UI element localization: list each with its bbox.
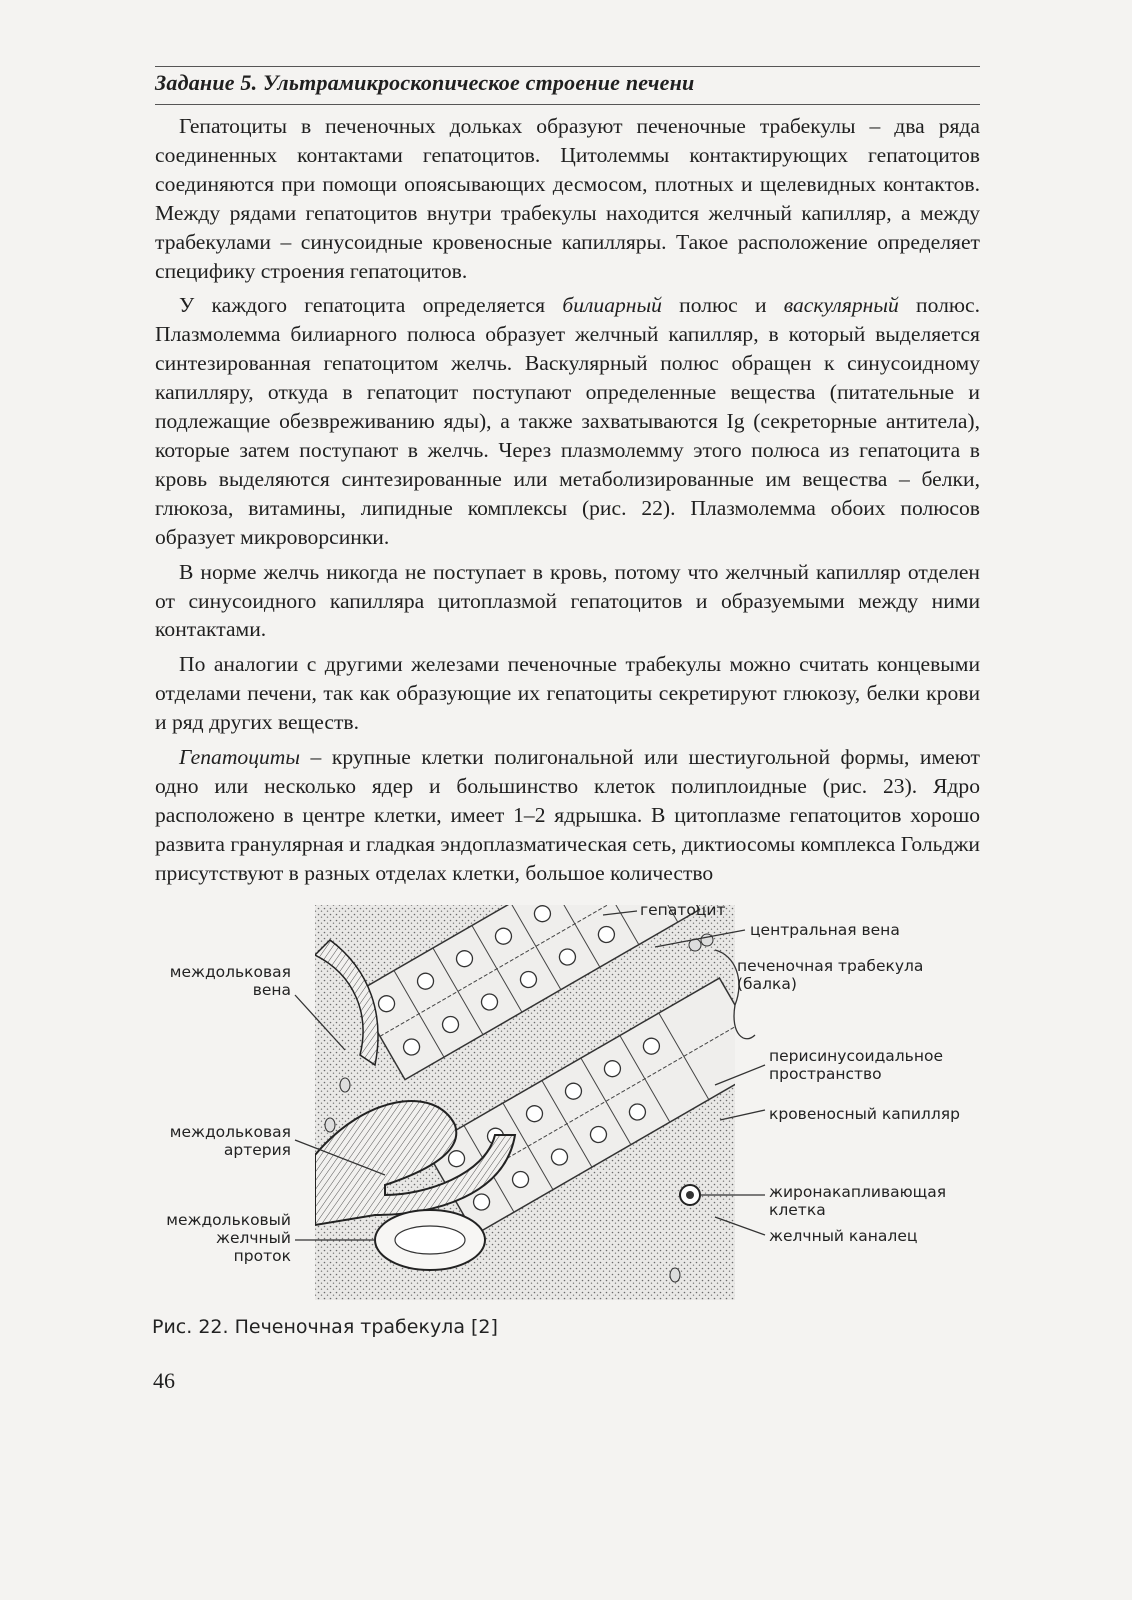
- page-number: 46: [153, 1368, 175, 1393]
- label-hepatocyte: гепатоцит: [640, 901, 726, 919]
- paragraph-5: Гепатоциты – крупные клетки полигональной или шестиугольной формы, имеют одно или несколько ядер и большинство клеток полиплоидные (рис. 23). Ядро расположено в центре клетки, имеет 1–2 ядрышка. В цитоплазме гепатоцитов хорошо развита гранулярная и гладкая эндоплазматическая сеть, диктиосомы комплекса Гольджи присутствуют в разных отделах клетки, большое количество: [155, 745, 980, 885]
- figure-liver-trabecula: [155, 895, 980, 1305]
- label-trabecula: печеночная трабекула (балка): [737, 957, 924, 993]
- label-interlobular-artery: междольковая артерия: [169, 1123, 291, 1159]
- label-bile-canaliculus: желчный каналец: [769, 1227, 918, 1245]
- label-interlobular-vein: междольковая вена: [169, 963, 291, 999]
- label-perisinusoidal-space: перисинусоидальное пространство: [769, 1047, 943, 1083]
- paragraph-4: По аналогии с другими железами печеночные трабекулы можно считать концевыми отделами печени, так как образующие их гепатоциты секретируют глюкозу, белки крови и ряд других веществ.: [155, 652, 980, 735]
- header-rule-top: [155, 66, 980, 67]
- label-interlobular-bile-duct: междольковый желчный проток: [166, 1211, 291, 1265]
- label-fat-storing-cell: жиронакапливающая клетка: [769, 1183, 947, 1219]
- label-blood-capillary: кровеносный капилляр: [769, 1105, 960, 1123]
- paragraph-1: Гепатоциты в печеночных дольках образуют печеночные трабекулы – два ряда соединенных контактами гепатоцитов. Цитолеммы контактирующих гепатоцитов соединяются при помощи опоясывающих десмосом, плотных и щелевидных контактов. Между рядами гепатоцитов внутри трабекулы находится желчный капилляр, а между трабекулами – синусоидные кровеносные капилляры. Такое расположение определяет специфику строения гепатоцитов.: [155, 114, 980, 283]
- section-header: Задание 5. Ультрамикроскопическое строение печени: [155, 70, 695, 95]
- paragraph-3: В норме желчь никогда не поступает в кровь, потому что желчный капилляр отделен от синусоидного капилляра цитоплазмой гепатоцитов и образуемыми между ними контактами.: [155, 559, 980, 642]
- body-text: [155, 112, 980, 894]
- figure-caption: Рис. 22. Печеночная трабекула [2]: [152, 1316, 498, 1338]
- label-central-vein: центральная вена: [750, 921, 900, 939]
- paragraph-2: У каждого гепатоцита определяется билиарный полюс и васкулярный полюс. Плазмолемма билиарного полюса образует желчный капилляр, в который выделяется синтезированная гепатоцитом желчь. Васкулярный полюс обращен к синусоидному капилляру, откуда в гепатоцит поступают определенные вещества (питательные и подлежащие обезвреживанию яды), а также захватываются Ig (секреторные антитела), которые затем поступают в желчь. Через плазмолемму этого полюса из гепатоцита в кровь выделяются синтезированные или метаболизированные им вещества – белки, глюкоза, витамины, липидные комплексы (рис. 22). Плазмолемма обоих полюсов образует микроворсинки.: [155, 293, 981, 549]
- header-rule-bottom: [155, 104, 980, 105]
